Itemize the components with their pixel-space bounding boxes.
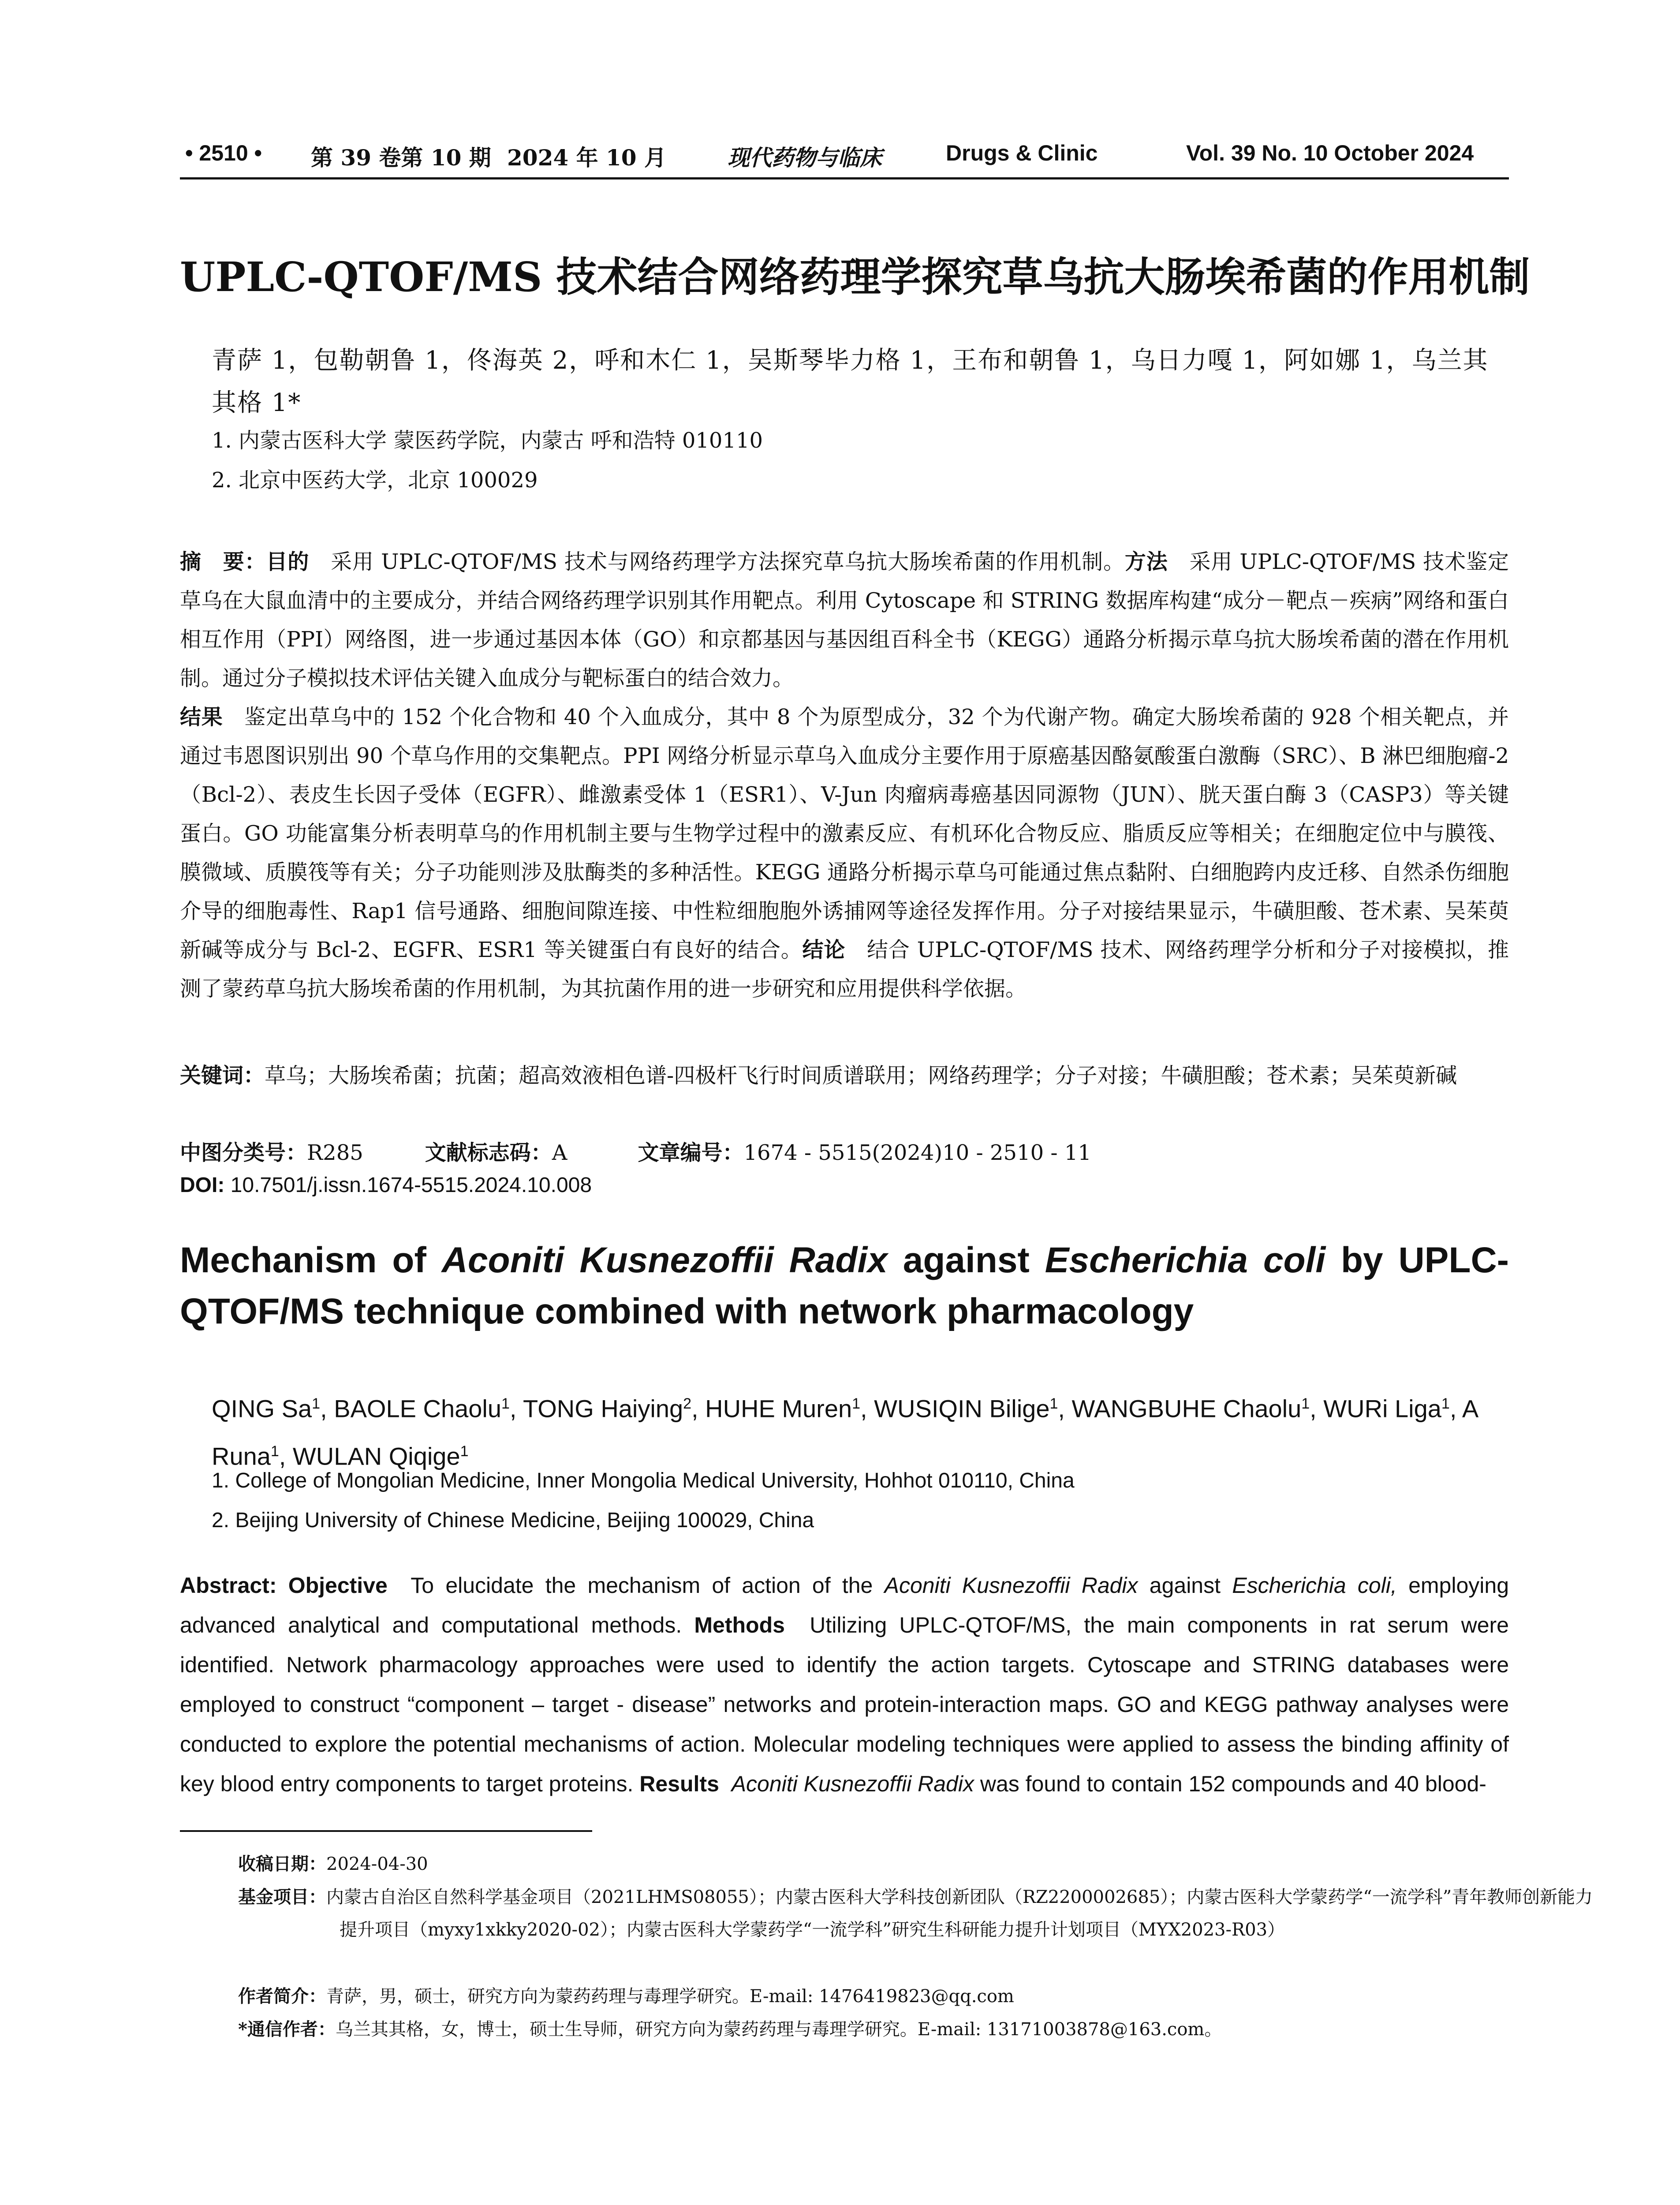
results-label-cn: 结果 xyxy=(180,705,223,729)
doi-link[interactable]: 10.7501/j.issn.1674-5515.2024.10.008 xyxy=(230,1174,592,1197)
author-name: WUSIQIN Bilige xyxy=(874,1394,1050,1423)
author-affiliation-mark: 1 xyxy=(501,1395,510,1412)
abstract-en-text: Utilizing UPLC-QTOF/MS, the main components in rat serum were identified. Network pharmacology approaches were used to identify the action targets. Cytoscape and STRING databases were employed to construct “component – target - disease” networks and protein-interaction maps. GO and KEGG pathway analyses were conducted to explore the potential mechanisms of action. Molecular modeling techniques were applied to assess the binding affinity of key blood entry components to target proteins. xyxy=(180,1613,1509,1796)
author-affiliation-mark: 2 xyxy=(683,1395,692,1412)
conclusion-text-cn: 结合 UPLC-QTOF/MS 技术、网络药理学分析和分子对接模拟，推测了蒙药草乌抗大肠埃希菌的作用机制，为其抗菌作用的进一步研究和应用提供科学依据。 xyxy=(180,938,1509,1001)
corresponding-text: 乌兰其其格，女，博士，硕士生导师，研究方向为蒙药药理与毒理学研究。E-mail: 13171003878@163.com。 xyxy=(335,2019,1222,2040)
author-name: WURi Liga xyxy=(1323,1394,1441,1423)
clc-value: R285 xyxy=(307,1140,363,1165)
abstract-en-text: employing advanced analytical and computational methods. xyxy=(180,1573,1509,1637)
page-number: • 2510 • xyxy=(185,141,262,165)
abstract-en-text: against xyxy=(1138,1573,1232,1598)
doc-code-label: 文献标志码： xyxy=(425,1140,552,1165)
author-affiliation-mark: 1 xyxy=(270,1443,279,1460)
author-name: WULAN Qiqige xyxy=(292,1442,460,1470)
conclusion-label-cn: 结论 xyxy=(802,938,846,962)
article-title-en xyxy=(180,1235,1509,1337)
journal-name-cn: 现代药物与临床 xyxy=(728,145,882,171)
title-en-species: Aconiti Kusnezoffii Radix xyxy=(441,1240,888,1280)
authors-cn: 青萨 1，包勒朝鲁 1，佟海英 2，呼和木仁 1，吴斯琴毕力格 1，王布和朝鲁 1，乌日力嘎 1，阿如娜 1，乌兰其其格 1* xyxy=(212,346,1489,417)
clc-label: 中图分类号： xyxy=(180,1140,307,1165)
footnote-rule xyxy=(180,1830,592,1832)
author-name: HUHE Muren xyxy=(705,1394,852,1423)
received-date: 2024-04-30 xyxy=(326,1854,428,1874)
classification-line xyxy=(180,1136,1091,1166)
author-name: BAOLE Chaolu xyxy=(334,1394,501,1423)
fund-text: 内蒙古自治区自然科学基金项目（2021LHMS08055）；内蒙古医科大学科技创新团队（RZ2200002685）；内蒙古医科大学蒙药学“一流学科”青年教师创新能力提升项目（myxy1xkky2020-02）；内蒙古医科大学蒙药学“一流学科”研究生科研能力提升计划项目（MYX2023-R03） xyxy=(326,1887,1593,1940)
title-en-part: against xyxy=(887,1240,1045,1280)
author-name: QING Sa xyxy=(212,1394,312,1423)
author-affiliation-mark: 1 xyxy=(312,1395,321,1412)
results-text-cn: 鉴定出草乌中的 152 个化合物和 40 个入血成分，其中 8 个为原型成分，32 个为代谢产物。确定大肠埃希菌的 928 个相关靶点，并通过韦恩图识别出 90 个草乌作用的交集靶点。PPI 网络分析显示草乌入血成分主要作用于原癌基因酪氨酸蛋白激酶（SRC）、B 淋巴细胞瘤-2（Bcl-2）、表皮生长因子受体（EGFR）、雌激素受体 1（ESR1）、V-Jun 肉瘤病毒癌基因同源物（JUN）、胱天蛋白酶 3（CASP3）等关键蛋白。GO 功能富集分析表明草乌的作用机制主要与生物学过程中的激素反应、有机环化合物反应、脂质反应等相关；在细胞定位中与膜筏、膜微域、质膜筏等有关；分子功能则涉及肽酶类的多种活性。KEGG 通路分析揭示草乌可能通过焦点黏附、白细胞跨内皮迁移、自然杀伤细胞介导的细胞毒性、Rap1 信号通路、细胞间隙连接、中性粒细胞胞外诱捕网等途径发挥作用。分子对接结果显示，牛磺胆酸、苍术素、吴茱萸新碱等成分与 Bcl-2、EGFR、ESR1 等关键蛋白有良好的结合。 xyxy=(180,705,1509,962)
authors-en: QING Sa$^1$, BAOLE Chaolu$^1$, TONG Haiying$^2$, HUHE Muren$^1$, WUSIQIN Bilige$^1$, WANGBUHE Chaolu$^1$, WURi Liga$^1$, A Runa$^1$, WULAN Qiqige$^1$ xyxy=(212,1394,1478,1470)
affiliation-cn-1: 1. 内蒙古医科大学 蒙医药学院，内蒙古 呼和浩特 010110 xyxy=(212,428,763,453)
abstract-en-species: Aconiti Kusnezoffii Radix xyxy=(884,1573,1138,1598)
keywords-cn xyxy=(180,1056,1509,1095)
abstract-en-species: Aconiti Kusnezoffii Radix xyxy=(731,1771,974,1796)
objective-label-cn: 目的 xyxy=(266,549,310,574)
author-intro-label: 作者简介： xyxy=(238,1986,326,2007)
doi-line xyxy=(180,1173,592,1197)
author-name: TONG Haiying xyxy=(523,1394,683,1423)
date-cn: 2024 年 10 月 xyxy=(507,145,666,171)
fund-label: 基金项目： xyxy=(238,1887,326,1907)
objective-text-cn: 采用 UPLC-QTOF/MS 技术与网络药理学方法探究草乌抗大肠埃希菌的作用机制。 xyxy=(331,549,1125,574)
author-intro-text: 青萨，男，硕士，研究方向为蒙药药理与毒理学研究。E-mail: 1476419823@qq.com xyxy=(326,1986,1014,2007)
footnote-received xyxy=(238,1848,1508,1880)
keywords-text: 草乌；大肠埃希菌；抗菌；超高效液相色谱-四极杆飞行时间质谱联用；网络药理学；分子对接；牛磺胆酸；苍术素；吴茱萸新碱 xyxy=(265,1063,1457,1088)
footnote-fund xyxy=(238,1881,1609,1946)
article-title-cn: UPLC-QTOF/MS 技术结合网络药理学探究草乌抗大肠埃希菌的作用机制 xyxy=(180,253,1530,301)
methods-label-en: Methods xyxy=(694,1613,785,1637)
author-affiliation-mark: 1 xyxy=(460,1443,469,1460)
volume-cn: 第 39 卷第 10 期 xyxy=(311,145,491,171)
doc-code-value: A xyxy=(552,1140,567,1165)
keywords-label: 关键词： xyxy=(180,1063,265,1088)
abstract-en-species: Escherichia coli, xyxy=(1232,1573,1397,1598)
methods-label-cn: 方法 xyxy=(1124,549,1168,574)
footnote-corresponding xyxy=(238,2013,1508,2046)
author-affiliation-mark: 1 xyxy=(1441,1395,1450,1412)
abstract-en-label: Abstract: Objective xyxy=(180,1573,388,1598)
title-en-part: by UPLC-QTOF/MS technique combined with network pharmacology xyxy=(180,1240,1509,1331)
methods-text-cn: 采用 UPLC-QTOF/MS 技术鉴定草乌在大鼠血清中的主要成分，并结合网络药理学识别其作用靶点。利用 Cytoscape 和 STRING 数据库构建“成分－靶点－疾病”网络和蛋白相互作用（PPI）网络图，进一步通过基因本体（GO）和京都基因与基因组百科全书（KEGG）通路分析揭示草乌抗大肠埃希菌的潜在作用机制。通过分子模拟技术评估关键入血成分与靶标蛋白的结合效力。 xyxy=(180,549,1509,691)
author-affiliation-mark: 1 xyxy=(1301,1395,1310,1412)
abstract-en-text: To elucidate the mechanism of action of the xyxy=(411,1573,885,1598)
abstract-en xyxy=(180,1566,1509,1804)
abstract-cn xyxy=(180,542,1509,1008)
abstract-en-text: was found to contain 152 compounds and 40 blood- xyxy=(974,1771,1486,1796)
author-name: A Runa xyxy=(212,1394,1478,1470)
results-label-en: Results xyxy=(639,1771,719,1796)
title-en-species: Escherichia coli xyxy=(1045,1240,1326,1280)
header-rule xyxy=(180,177,1509,179)
corresponding-label: *通信作者： xyxy=(238,2019,336,2040)
journal-name-en: Drugs & Clinic xyxy=(946,141,1098,165)
author-name: WANGBUHE Chaolu xyxy=(1071,1394,1302,1423)
title-en-part: Mechanism of xyxy=(180,1240,442,1280)
article-number-value: 1674 - 5515(2024)10 - 2510 - 11 xyxy=(743,1140,1091,1165)
doi-label: DOI: xyxy=(180,1174,225,1197)
abstract-cn-label: 摘 要： xyxy=(180,549,266,574)
affiliation-cn-2: 2. 北京中医药大学，北京 100029 xyxy=(212,468,538,493)
volume-en: Vol. 39 No. 10 October 2024 xyxy=(1186,141,1474,165)
footnote-author xyxy=(238,1980,1508,2013)
received-label: 收稿日期： xyxy=(238,1854,326,1874)
affiliation-en-1: 1. College of Mongolian Medicine, Inner Mongolia Medical University, Hohhot 010110, China xyxy=(212,1469,1075,1492)
author-affiliation-mark: 1 xyxy=(1049,1395,1058,1412)
author-affiliation-mark: 1 xyxy=(852,1395,861,1412)
article-number-label: 文章编号： xyxy=(638,1140,744,1165)
affiliation-en-2: 2. Beijing University of Chinese Medicine, Beijing 100029, China xyxy=(212,1509,814,1532)
